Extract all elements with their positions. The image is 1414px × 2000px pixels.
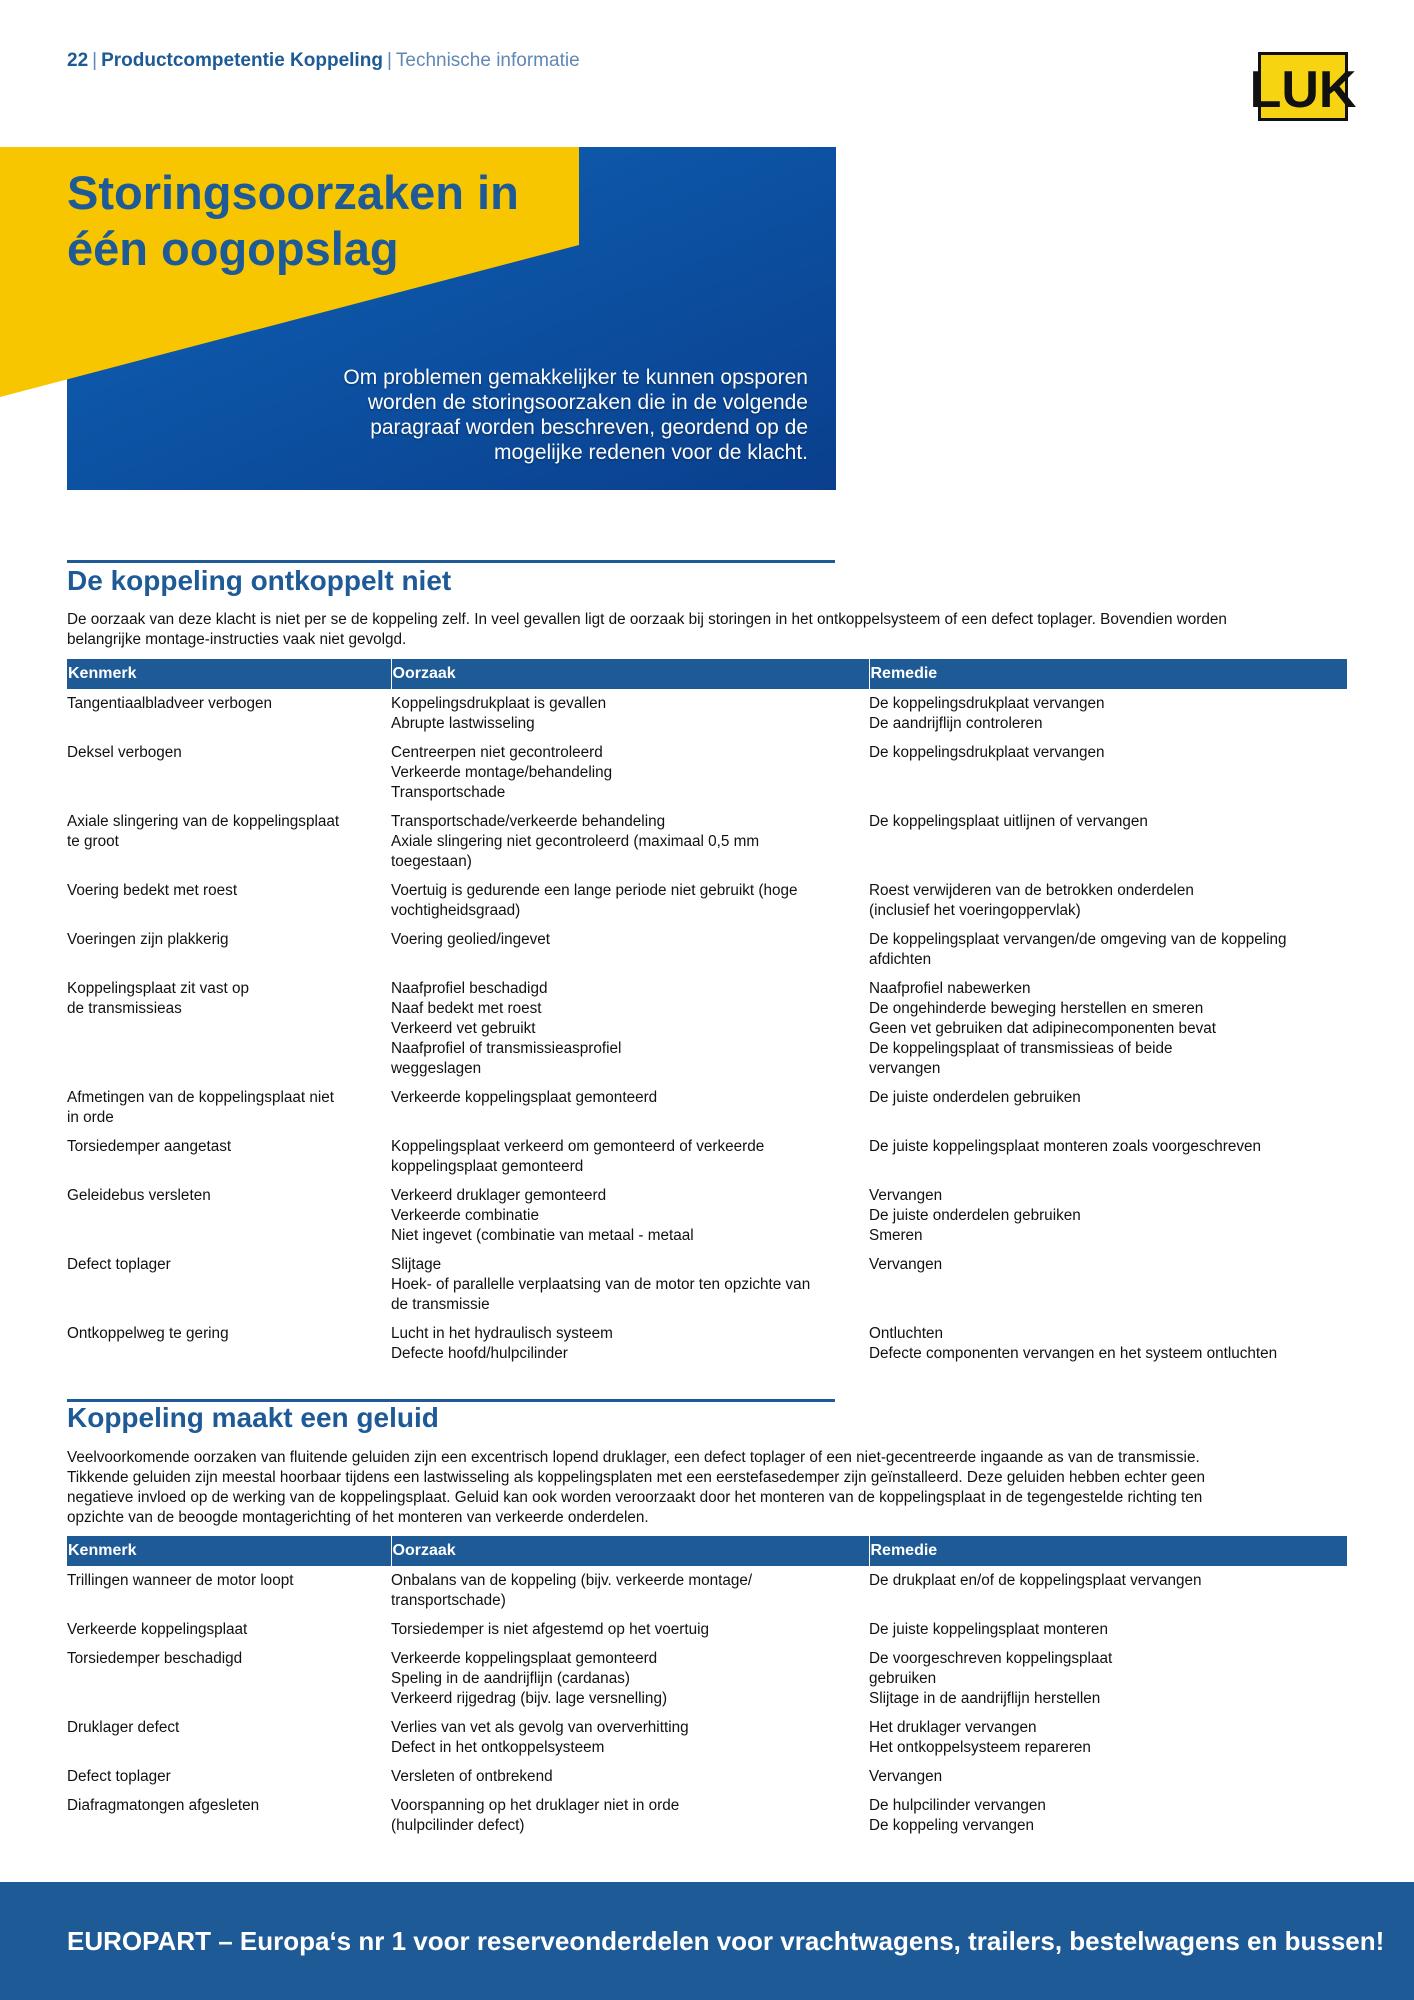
header-subsection: Technische informatie: [395, 50, 580, 71]
cell-line: Voering geolied/ingevet: [391, 931, 551, 948]
cell-line: Defect toplager: [67, 1256, 171, 1273]
column-header-oorzaak: Oorzaak: [391, 659, 869, 689]
hero-description-line: worden de storingsoorzaken die in de volgende: [367, 391, 808, 414]
cell-line: De drukplaat en/of de koppelingsplaat vervangen: [869, 1572, 1202, 1589]
intro-line: Tikkende geluiden zijn meestal hoorbaar tijdens een lastwisseling als koppelingsplaten met een eerstefasedemper zijn geïnstalleerd. Deze geluiden hebben echter geen: [67, 1469, 1206, 1486]
luk-logo-text: LUK: [1249, 60, 1357, 119]
cell-oorzaak: [391, 689, 869, 738]
section-title-noise: Koppeling maakt een geluid: [67, 1402, 439, 1433]
hero-banner: [0, 147, 836, 490]
cell-line: Verkeerd druklager gemonteerd: [391, 1187, 607, 1204]
cell-line: Transportschade: [391, 784, 506, 801]
cell-remedie: [869, 1615, 1347, 1644]
cell-oorzaak: [391, 738, 869, 807]
cell-line: Hoek- of parallelle verplaatsing van de motor ten opzichte van: [391, 1276, 811, 1293]
cell-line: Verkeerde montage/behandeling: [391, 764, 613, 781]
cell-line: weggeslagen: [391, 1060, 482, 1077]
cell-line: Voering bedekt met roest: [67, 882, 238, 899]
intro-line: De oorzaak van deze klacht is niet per se de koppeling zelf. In veel gevallen ligt de oorzaak bij storingen in het ontkoppelsysteem of een defect toplager. Bovendien worden: [67, 611, 1227, 628]
cell-line: Koppelingsdrukplaat is gevallen: [391, 695, 607, 712]
cell-line: de transmissie: [391, 1296, 490, 1313]
cell-kenmerk: [67, 689, 391, 738]
cell-line: Koppelingsplaat zit vast op: [67, 980, 249, 997]
cell-kenmerk: [67, 1566, 391, 1615]
cell-line: Defect toplager: [67, 1768, 171, 1785]
cell-line: gebruiken: [869, 1670, 937, 1687]
cell-line: De koppelingsplaat of transmissieas of beide: [869, 1040, 1173, 1057]
cell-kenmerk: [67, 1319, 391, 1368]
cell-line: vochtigheidsgraad): [391, 902, 521, 919]
cell-remedie: [869, 807, 1347, 876]
section-title-not-disengaging: De koppeling ontkoppelt niet: [67, 565, 452, 596]
cell-kenmerk: [67, 1615, 391, 1644]
cell-line: Tangentiaalbladveer verbogen: [67, 695, 272, 712]
table-row: [67, 1615, 1347, 1644]
cell-line: Axiale slingering van de koppelingsplaat: [67, 813, 340, 830]
cell-line: Vervangen: [869, 1768, 943, 1785]
hero-description-line: Om problemen gemakkelijker te kunnen opsporen: [343, 366, 808, 389]
table-row: [67, 1566, 1347, 1615]
cell-oorzaak: [391, 1762, 869, 1791]
cell-remedie: [869, 1762, 1347, 1791]
page-title-line: Storingsoorzaken in: [67, 166, 519, 219]
hero-description-line: paragraaf worden beschreven, geordend op de: [370, 416, 808, 439]
cell-line: Verkeerde combinatie: [391, 1207, 539, 1224]
table-row: [67, 738, 1347, 807]
cell-line: Druklager defect: [67, 1719, 180, 1736]
fault-table-noise: [67, 1536, 1347, 1840]
cell-line: Geleidebus versleten: [67, 1187, 211, 1204]
cell-line: De voorgeschreven koppelingsplaat: [869, 1650, 1113, 1667]
table-row: [67, 689, 1347, 738]
page-number: 22: [67, 50, 89, 71]
cell-line: Trillingen wanneer de motor loopt: [67, 1572, 294, 1589]
cell-line: Axiale slingering niet gecontroleerd (maximaal 0,5 mm: [391, 833, 760, 850]
cell-line: De ongehinderde beweging herstellen en smeren: [869, 1000, 1204, 1017]
cell-oorzaak: [391, 1713, 869, 1762]
cell-line: in orde: [67, 1109, 114, 1126]
cell-line: Vervangen: [869, 1256, 943, 1273]
cell-line: Onbalans van de koppeling (bijv. verkeerde montage/: [391, 1572, 753, 1589]
cell-line: Centreerpen niet gecontroleerd: [391, 744, 603, 761]
cell-remedie: [869, 1566, 1347, 1615]
cell-oorzaak: [391, 876, 869, 925]
cell-remedie: [869, 1250, 1347, 1319]
cell-line: Naafprofiel nabewerken: [869, 980, 1031, 997]
cell-line: Verkeerde koppelingsplaat gemonteerd: [391, 1650, 658, 1667]
intro-line: Veelvoorkomende oorzaken van fluitende geluiden zijn een excentrisch lopend druklager, een defect toplager of een niet-gecentreerde ingaande as van de transmissie.: [67, 1449, 1200, 1466]
cell-line: koppelingsplaat gemonteerd: [391, 1158, 584, 1175]
cell-line: Roest verwijderen van de betrokken onderdelen: [869, 882, 1194, 899]
cell-line: Defecte componenten vervangen en het systeem ontluchten: [869, 1345, 1278, 1362]
table-row: [67, 1181, 1347, 1250]
cell-line: Koppelingsplaat verkeerd om gemonteerd of verkeerde: [391, 1138, 765, 1155]
cell-kenmerk: [67, 738, 391, 807]
column-header-remedie: Remedie: [869, 1536, 1347, 1566]
cell-line: Deksel verbogen: [67, 744, 182, 761]
column-header-kenmerk: Kenmerk: [67, 659, 391, 689]
cell-remedie: [869, 1132, 1347, 1181]
section-divider: [67, 560, 835, 563]
cell-oorzaak: [391, 1083, 869, 1132]
cell-oorzaak: [391, 1132, 869, 1181]
intro-line: belangrijke montage-instructies vaak niet gevolgd.: [67, 631, 407, 648]
cell-line: Torsiedemper aangetast: [67, 1138, 232, 1155]
cell-line: De koppeling vervangen: [869, 1817, 1034, 1834]
cell-line: Verkeerde koppelingsplaat: [67, 1621, 248, 1638]
table-row: [67, 974, 1347, 1083]
cell-remedie: [869, 689, 1347, 738]
cell-line: De juiste koppelingsplaat monteren zoals voorgeschreven: [869, 1138, 1261, 1155]
cell-line: Verkeerd vet gebruikt: [391, 1020, 536, 1037]
cell-oorzaak: [391, 1644, 869, 1713]
cell-remedie: [869, 1319, 1347, 1368]
cell-line: Defecte hoofd/hulpcilinder: [391, 1345, 568, 1362]
cell-kenmerk: [67, 1791, 391, 1840]
cell-line: De koppelingsplaat vervangen/de omgeving van de koppeling: [869, 931, 1287, 948]
section-intro: [67, 1448, 1347, 1528]
page-title-line: één oogopslag: [67, 222, 399, 275]
cell-line: Naafprofiel of transmissieasprofiel: [391, 1040, 622, 1057]
cell-kenmerk: [67, 1644, 391, 1713]
cell-line: De juiste onderdelen gebruiken: [869, 1089, 1081, 1106]
cell-remedie: [869, 1181, 1347, 1250]
cell-line: De koppelingsdrukplaat vervangen: [869, 744, 1105, 761]
cell-kenmerk: [67, 1083, 391, 1132]
cell-line: afdichten: [869, 951, 932, 968]
cell-kenmerk: [67, 974, 391, 1083]
cell-line: De juiste onderdelen gebruiken: [869, 1207, 1081, 1224]
cell-line: Abrupte lastwisseling: [391, 715, 535, 732]
cell-oorzaak: [391, 1319, 869, 1368]
table-row: [67, 876, 1347, 925]
cell-oorzaak: [391, 1791, 869, 1840]
cell-line: Voeringen zijn plakkerig: [67, 931, 229, 948]
cell-line: Naafprofiel beschadigd: [391, 980, 548, 997]
fault-table-not-disengaging: [67, 659, 1347, 1368]
cell-line: Verkeerde koppelingsplaat gemonteerd: [391, 1089, 658, 1106]
cell-kenmerk: [67, 876, 391, 925]
cell-remedie: [869, 738, 1347, 807]
cell-line: Geen vet gebruiken dat adipinecomponenten bevat: [869, 1020, 1216, 1037]
table-row: [67, 925, 1347, 974]
cell-remedie: [869, 1713, 1347, 1762]
cell-line: Torsiedemper is niet afgestemd op het voertuig: [391, 1621, 710, 1638]
table-row: [67, 1083, 1347, 1132]
cell-line: Transportschade/verkeerde behandeling: [391, 813, 666, 830]
cell-remedie: [869, 974, 1347, 1083]
cell-line: Voorspanning op het druklager niet in orde: [391, 1797, 680, 1814]
column-header-oorzaak: Oorzaak: [391, 1536, 869, 1566]
table-row: [67, 1762, 1347, 1791]
cell-line: Defect in het ontkoppelsysteem: [391, 1739, 605, 1756]
cell-line: De koppelingsplaat uitlijnen of vervangen: [869, 813, 1148, 830]
table-row: [67, 1250, 1347, 1319]
page-title: [67, 165, 519, 277]
luk-logo: [1249, 52, 1357, 121]
cell-line: Torsiedemper beschadigd: [67, 1650, 243, 1667]
table-row: [67, 1713, 1347, 1762]
cell-line: Slijtage in de aandrijflijn herstellen: [869, 1690, 1101, 1707]
cell-line: te groot: [67, 833, 119, 850]
cell-oorzaak: [391, 1181, 869, 1250]
header-separator: |: [92, 50, 98, 71]
footer-slogan: EUROPART – Europa‘s nr 1 voor reserveonderdelen voor vrachtwagens, trailers, bestelwagens en bussen!: [67, 1925, 1385, 1956]
cell-line: transportschade): [391, 1592, 506, 1609]
cell-oorzaak: [391, 1566, 869, 1615]
intro-line: opzichte van de beoogde montagerichting of het monteren van verkeerde onderdelen.: [67, 1509, 649, 1526]
cell-oorzaak: [391, 1250, 869, 1319]
cell-line: de transmissieas: [67, 1000, 182, 1017]
page-header: [67, 50, 580, 72]
cell-kenmerk: [67, 1181, 391, 1250]
cell-line: Vervangen: [869, 1187, 943, 1204]
cell-kenmerk: [67, 925, 391, 974]
cell-line: De koppelingsdrukplaat vervangen: [869, 695, 1105, 712]
cell-line: vervangen: [869, 1060, 941, 1077]
table-row: [67, 1791, 1347, 1840]
column-header-remedie: Remedie: [869, 659, 1347, 689]
cell-line: (inclusief het voeringoppervlak): [869, 902, 1081, 919]
table-row: [67, 1644, 1347, 1713]
cell-kenmerk: [67, 1250, 391, 1319]
cell-line: (hulpcilinder defect): [391, 1817, 525, 1834]
cell-line: Lucht in het hydraulisch systeem: [391, 1325, 613, 1342]
cell-line: Niet ingevet (combinatie van metaal - metaal: [391, 1227, 694, 1244]
header-section: Productcompetentie Koppeling: [101, 50, 383, 71]
cell-line: Verkeerd rijgedrag (bijv. lage versnelling): [391, 1690, 668, 1707]
header-separator: |: [386, 50, 392, 71]
cell-line: Slijtage: [391, 1256, 442, 1273]
cell-line: Het ontkoppelsysteem repareren: [869, 1739, 1091, 1756]
cell-line: De hulpcilinder vervangen: [869, 1797, 1046, 1814]
cell-line: Naaf bedekt met roest: [391, 1000, 542, 1017]
cell-line: Afmetingen van de koppelingsplaat niet: [67, 1089, 335, 1106]
hero-description-line: mogelijke redenen voor de klacht.: [493, 441, 808, 464]
cell-line: Voertuig is gedurende een lange periode niet gebruikt (hoge: [391, 882, 798, 899]
cell-line: De aandrijflijn controleren: [869, 715, 1043, 732]
cell-remedie: [869, 1791, 1347, 1840]
cell-line: Smeren: [869, 1227, 923, 1244]
cell-line: Versleten of ontbrekend: [391, 1768, 553, 1785]
cell-remedie: [869, 876, 1347, 925]
cell-line: Ontluchten: [869, 1325, 943, 1342]
cell-kenmerk: [67, 1132, 391, 1181]
cell-line: Het druklager vervangen: [869, 1719, 1037, 1736]
cell-remedie: [869, 1083, 1347, 1132]
footer-banner: [0, 1882, 1414, 2000]
cell-line: De juiste koppelingsplaat monteren: [869, 1621, 1108, 1638]
cell-kenmerk: [67, 1713, 391, 1762]
cell-oorzaak: [391, 1615, 869, 1644]
cell-remedie: [869, 1644, 1347, 1713]
table-header-row: [67, 1536, 1347, 1566]
cell-line: Ontkoppelweg te gering: [67, 1325, 229, 1342]
luk-logo-mark: [1249, 58, 1357, 119]
cell-line: Verlies van vet als gevolg van oververhitting: [391, 1719, 689, 1736]
table-row: [67, 1319, 1347, 1368]
table-row: [67, 807, 1347, 876]
table-header-row: [67, 659, 1347, 689]
cell-kenmerk: [67, 807, 391, 876]
cell-line: Speling in de aandrijflijn (cardanas): [391, 1670, 630, 1687]
cell-kenmerk: [67, 1762, 391, 1791]
cell-oorzaak: [391, 974, 869, 1083]
cell-remedie: [869, 925, 1347, 974]
cell-oorzaak: [391, 925, 869, 974]
column-header-kenmerk: Kenmerk: [67, 1536, 391, 1566]
intro-line: negatieve invloed op de werking van de koppelingsplaat. Geluid kan ook worden veroorzaakt door het monteren van de koppelingsplaat in de tegengestelde richting ten: [67, 1489, 1203, 1506]
cell-line: Diafragmatongen afgesleten: [67, 1797, 260, 1814]
table-row: [67, 1132, 1347, 1181]
cell-line: toegestaan): [391, 853, 472, 870]
cell-oorzaak: [391, 807, 869, 876]
hero-description: [288, 365, 808, 465]
section-intro: [67, 610, 1347, 650]
